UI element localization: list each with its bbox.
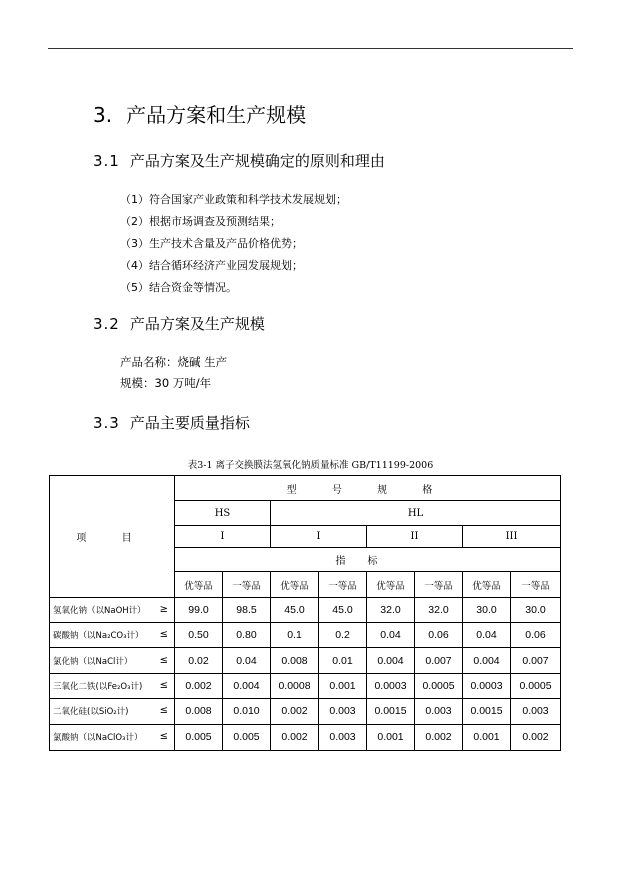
- section-number: 3.1: [93, 152, 120, 170]
- table-caption: 表3-1 离子交换膜法氢氧化钠质量标准 GB/T11199-2006: [187, 460, 434, 471]
- section-title: 产品方案及生产规模确定的原则和理由: [129, 152, 385, 170]
- value-cell: 0.002: [511, 724, 561, 750]
- grade-cell: 一等品: [319, 572, 367, 597]
- value-cell: 0.007: [415, 648, 463, 673]
- value-cell: 0.010: [223, 699, 271, 724]
- value-cell: 32.0: [415, 597, 463, 622]
- chapter-heading: [93, 99, 306, 128]
- row-label: ≤ 二氧化硅(以SiO₂计): [50, 699, 175, 724]
- value-cell: 0.02: [175, 648, 223, 673]
- comparison-symbol: ≥: [159, 603, 168, 615]
- value-cell: 0.50: [175, 623, 223, 648]
- section-number: 3.3: [93, 414, 120, 432]
- table-row: [50, 699, 561, 724]
- value-cell: 45.0: [271, 597, 319, 622]
- comparison-symbol: ≤: [159, 629, 168, 641]
- section-number: 3.2: [93, 315, 120, 333]
- value-cell: 0.04: [223, 648, 271, 673]
- grade-cell: 优等品: [271, 572, 319, 597]
- value-cell: 0.008: [271, 648, 319, 673]
- grade-cell: 优等品: [463, 572, 511, 597]
- row-label: ≥ 氢氧化钠（以NaOH计）: [50, 597, 175, 622]
- chapter-title: 产品方案和生产规模: [126, 103, 307, 127]
- table-row: [50, 597, 561, 622]
- value-cell: 0.003: [511, 699, 561, 724]
- value-cell: 0.003: [415, 699, 463, 724]
- product-name-line: 产品名称：烧碱 生产: [120, 355, 228, 369]
- comparison-symbol: ≤: [159, 731, 168, 743]
- quality-standard-table: [49, 475, 561, 751]
- value-cell: 32.0: [367, 597, 415, 622]
- grade-cell: 优等品: [367, 572, 415, 597]
- header-rule: [48, 48, 573, 49]
- index-header: 指标: [175, 548, 561, 572]
- comparison-symbol: ≤: [159, 679, 168, 691]
- value-cell: 0.002: [415, 724, 463, 750]
- value-cell: 0.004: [367, 648, 415, 673]
- value-cell: 0.0015: [463, 699, 511, 724]
- value-cell: 0.0003: [367, 673, 415, 698]
- value-cell: 0.0005: [415, 673, 463, 698]
- item-header: 项 目: [50, 476, 175, 598]
- list-item: （5）结合资金等情况。: [120, 281, 237, 294]
- type-header: 型 号 规 格: [175, 476, 561, 501]
- section-heading-3-3: [93, 412, 250, 433]
- value-cell: 0.06: [511, 623, 561, 648]
- row-label: ≤ 三氧化二铁(以Fe₂O₃计): [50, 673, 175, 698]
- value-cell: 0.005: [223, 724, 271, 750]
- value-cell: 0.2: [319, 623, 367, 648]
- value-cell: 0.003: [319, 724, 367, 750]
- value-cell: 98.5: [223, 597, 271, 622]
- value-cell: 0.04: [367, 623, 415, 648]
- grade-cell: 一等品: [511, 572, 561, 597]
- value-cell: 0.004: [223, 673, 271, 698]
- table-row: [50, 648, 561, 673]
- section-heading-3-1: [93, 150, 385, 171]
- value-cell: 0.002: [271, 724, 319, 750]
- scale-line: 规模：30 万吨/年: [120, 376, 212, 390]
- section-title: 产品主要质量指标: [129, 414, 250, 432]
- grade-cell: 优等品: [175, 572, 223, 597]
- list-item: （4）结合循环经济产业园发展规划；: [120, 259, 303, 272]
- value-cell: 0.0015: [367, 699, 415, 724]
- subtype-hs-1: I: [175, 525, 271, 547]
- principles-list: [120, 189, 347, 299]
- subtype-hl-1: I: [271, 525, 367, 547]
- group-hs: HS: [175, 501, 271, 525]
- table-row: [50, 623, 561, 648]
- value-cell: 0.003: [319, 699, 367, 724]
- value-cell: 0.004: [463, 648, 511, 673]
- section-heading-3-2: [93, 313, 265, 334]
- section-title: 产品方案及生产规模: [129, 315, 265, 333]
- list-item: （2）根据市场调查及预测结果；: [120, 215, 281, 228]
- comparison-symbol: ≤: [159, 654, 168, 666]
- value-cell: 0.01: [319, 648, 367, 673]
- chapter-number: 3.: [93, 103, 113, 127]
- value-cell: 0.008: [175, 699, 223, 724]
- value-cell: 0.06: [415, 623, 463, 648]
- comparison-symbol: ≤: [159, 705, 168, 717]
- value-cell: 0.1: [271, 623, 319, 648]
- value-cell: 0.002: [271, 699, 319, 724]
- value-cell: 0.001: [463, 724, 511, 750]
- value-cell: 99.0: [175, 597, 223, 622]
- group-hl: HL: [271, 501, 561, 525]
- row-label: ≤ 氯酸钠（以NaClO₃计）: [50, 724, 175, 750]
- table-row: [50, 724, 561, 750]
- value-cell: 45.0: [319, 597, 367, 622]
- value-cell: 0.005: [175, 724, 223, 750]
- value-cell: 0.04: [463, 623, 511, 648]
- grade-cell: 一等品: [223, 572, 271, 597]
- subtype-hl-2: II: [367, 525, 463, 547]
- row-label: ≤ 氯化钠（以NaCl计）: [50, 648, 175, 673]
- subtype-hl-3: III: [463, 525, 561, 547]
- value-cell: 0.0003: [463, 673, 511, 698]
- value-cell: 0.0008: [271, 673, 319, 698]
- value-cell: 30.0: [511, 597, 561, 622]
- value-cell: 0.0005: [511, 673, 561, 698]
- table-row: [50, 673, 561, 698]
- value-cell: 0.007: [511, 648, 561, 673]
- list-item: （1）符合国家产业政策和科学技术发展规划；: [120, 193, 347, 206]
- value-cell: 0.001: [367, 724, 415, 750]
- value-cell: 0.001: [319, 673, 367, 698]
- grade-cell: 一等品: [415, 572, 463, 597]
- value-cell: 0.80: [223, 623, 271, 648]
- list-item: （3）生产技术含量及产品价格优势；: [120, 237, 303, 250]
- value-cell: 30.0: [463, 597, 511, 622]
- row-label: ≤ 碳酸钠（以Na₂CO₃计）: [50, 623, 175, 648]
- value-cell: 0.002: [175, 673, 223, 698]
